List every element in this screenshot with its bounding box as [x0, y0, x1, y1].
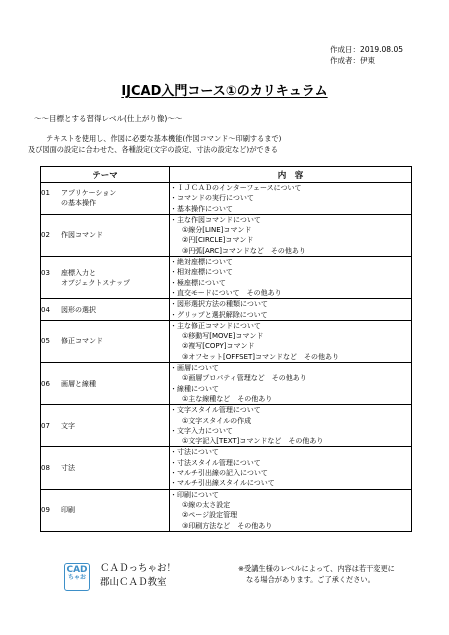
row-theme-label: 作図コマンド — [61, 231, 103, 240]
content-line: ・直交モードについて その他あり — [170, 288, 282, 297]
content-line: ・文字スタイル管理について — [170, 406, 261, 415]
row-content — [170, 405, 412, 447]
row-number: 09 — [41, 506, 50, 515]
table-row — [41, 214, 412, 256]
goal-line-2: 及び図面の設定に合わせた、各種設定(文字の設定、寸法の設定など)ができる — [28, 145, 278, 154]
school-line-2: 郡山ＣＡＤ教室 — [100, 577, 167, 588]
content-line: ③円弧[ARC]コマンドなど その他あり — [182, 246, 306, 255]
row-theme — [41, 183, 170, 215]
table-row — [41, 183, 412, 215]
row-theme — [41, 363, 170, 405]
page-title-text: IJCAD入門コース①のカリキュラム — [121, 84, 328, 99]
content-line: ①主な線種など その他あり — [182, 394, 273, 403]
row-number: 03 — [41, 268, 50, 277]
content-line: ①画層プロパティ管理など その他あり — [182, 374, 307, 383]
row-theme-label: 文字 — [61, 421, 75, 430]
school-line-1: ＣＡＤっちゃお！ — [100, 563, 177, 574]
row-theme-label-2: オブジェクトスナップ — [61, 278, 131, 287]
row-theme — [41, 214, 170, 256]
row-theme-label: 画層と線種 — [61, 379, 96, 388]
row-theme-label: 修正コマンド — [61, 337, 103, 346]
table-row — [41, 299, 412, 321]
content-line: ・基本操作について — [170, 204, 233, 213]
curriculum-table — [40, 166, 412, 532]
row-content — [170, 299, 412, 321]
table-row — [41, 447, 412, 489]
content-line: ①線の太さ設定 — [182, 500, 231, 509]
author: 作成者：伊東 — [330, 56, 376, 65]
row-theme — [41, 489, 170, 531]
content-line: ①文字スタイルの作成 — [182, 416, 252, 425]
content-line: ・寸法スタイル管理について — [170, 458, 261, 467]
row-content — [170, 447, 412, 489]
logo-text-top: CAD — [66, 565, 88, 575]
row-content — [170, 214, 412, 256]
content-line: ・画層について — [170, 364, 219, 373]
row-theme-label: 寸法 — [61, 464, 75, 473]
content-line: ・絶対座標について — [170, 258, 233, 267]
row-number: 05 — [41, 337, 50, 346]
row-content — [170, 363, 412, 405]
goal-line-1: テキストを使用し、作図に必要な基本機能(作図コマンド～印刷するまで) — [46, 134, 282, 143]
row-number: 04 — [41, 305, 50, 314]
row-theme — [41, 257, 170, 299]
note-line-2: なる場合があります。ご了承ください。 — [246, 575, 375, 584]
document-meta — [330, 44, 403, 66]
content-line: ①線分[LINE]コマンド — [182, 226, 252, 235]
content-line: ②円[CIRCLE]コマンド — [182, 236, 254, 245]
page-title — [0, 80, 449, 99]
row-theme-label: アプリケーション — [61, 189, 117, 198]
table-header-row — [41, 167, 412, 183]
table-row — [41, 363, 412, 405]
table-row — [41, 405, 412, 447]
content-line: ②複写[COPY]コマンド — [182, 342, 255, 351]
school-name — [100, 562, 176, 590]
row-theme-label-2: の基本操作 — [61, 199, 96, 208]
row-content — [170, 257, 412, 299]
content-line: ②ページ設定管理 — [182, 511, 238, 520]
row-theme — [41, 320, 170, 362]
content-line: ・マルチ引出線の記入について — [170, 469, 268, 478]
row-content — [170, 489, 412, 531]
school-logo — [64, 563, 90, 591]
row-theme-label: 図形の選択 — [61, 305, 96, 314]
note-line-1: ※受講生様のレベルによって、内容は若干変更に — [238, 564, 395, 573]
row-content — [170, 183, 412, 215]
footer-note — [238, 563, 395, 585]
row-number: 02 — [41, 231, 50, 240]
goal-description — [28, 133, 426, 155]
content-line: ・図形選択方法の種類について — [170, 300, 268, 309]
row-theme — [41, 405, 170, 447]
row-theme-label: 印刷 — [61, 506, 75, 515]
table-row — [41, 257, 412, 299]
content-line: ・文字入力について — [170, 426, 233, 435]
content-line: ・極座標について — [170, 278, 226, 287]
row-theme — [41, 299, 170, 321]
content-line: ③印刷方法など その他あり — [182, 521, 273, 530]
content-line: ①文字記入[TEXT]コマンドなど その他あり — [182, 437, 324, 446]
content-line: ・マルチ引出線スタイルについて — [170, 479, 275, 488]
created-date: 作成日：2019.08.05 — [330, 45, 403, 54]
goal-heading: ～～目標とする習得レベル(仕上がり像)～～ — [34, 114, 183, 123]
content-line: ・コマンドの実行について — [170, 194, 254, 203]
row-content — [170, 320, 412, 362]
header-theme: テーマ — [41, 167, 170, 183]
content-line: ・線種について — [170, 384, 219, 393]
content-line: ・主な作図コマンドについて — [170, 215, 261, 224]
curriculum-body — [41, 183, 412, 532]
row-number: 06 — [41, 379, 50, 388]
content-line: ・寸法について — [170, 448, 219, 457]
row-number: 08 — [41, 464, 50, 473]
content-line: ・ＩＪＣＡＤのインターフェースについて — [170, 184, 302, 192]
logo-text-bottom: ちゃお — [67, 574, 86, 581]
content-line: ①移動写[MOVE]コマンド — [182, 332, 264, 341]
row-number: 01 — [41, 189, 50, 198]
header-content: 内 容 — [170, 167, 412, 183]
content-line: ・相対座標について — [170, 268, 233, 277]
row-theme — [41, 447, 170, 489]
content-line: ・グリップと選択解除について — [170, 310, 268, 319]
content-line: ・印刷について — [170, 490, 219, 499]
content-line: ・主な修正コマンドについて — [170, 321, 261, 330]
table-row — [41, 489, 412, 531]
row-theme-label: 座標入力と — [61, 268, 96, 277]
content-line: ③オフセット[OFFSET]コマンドなど その他あり — [182, 352, 340, 361]
table-row — [41, 320, 412, 362]
row-number: 07 — [41, 421, 50, 430]
